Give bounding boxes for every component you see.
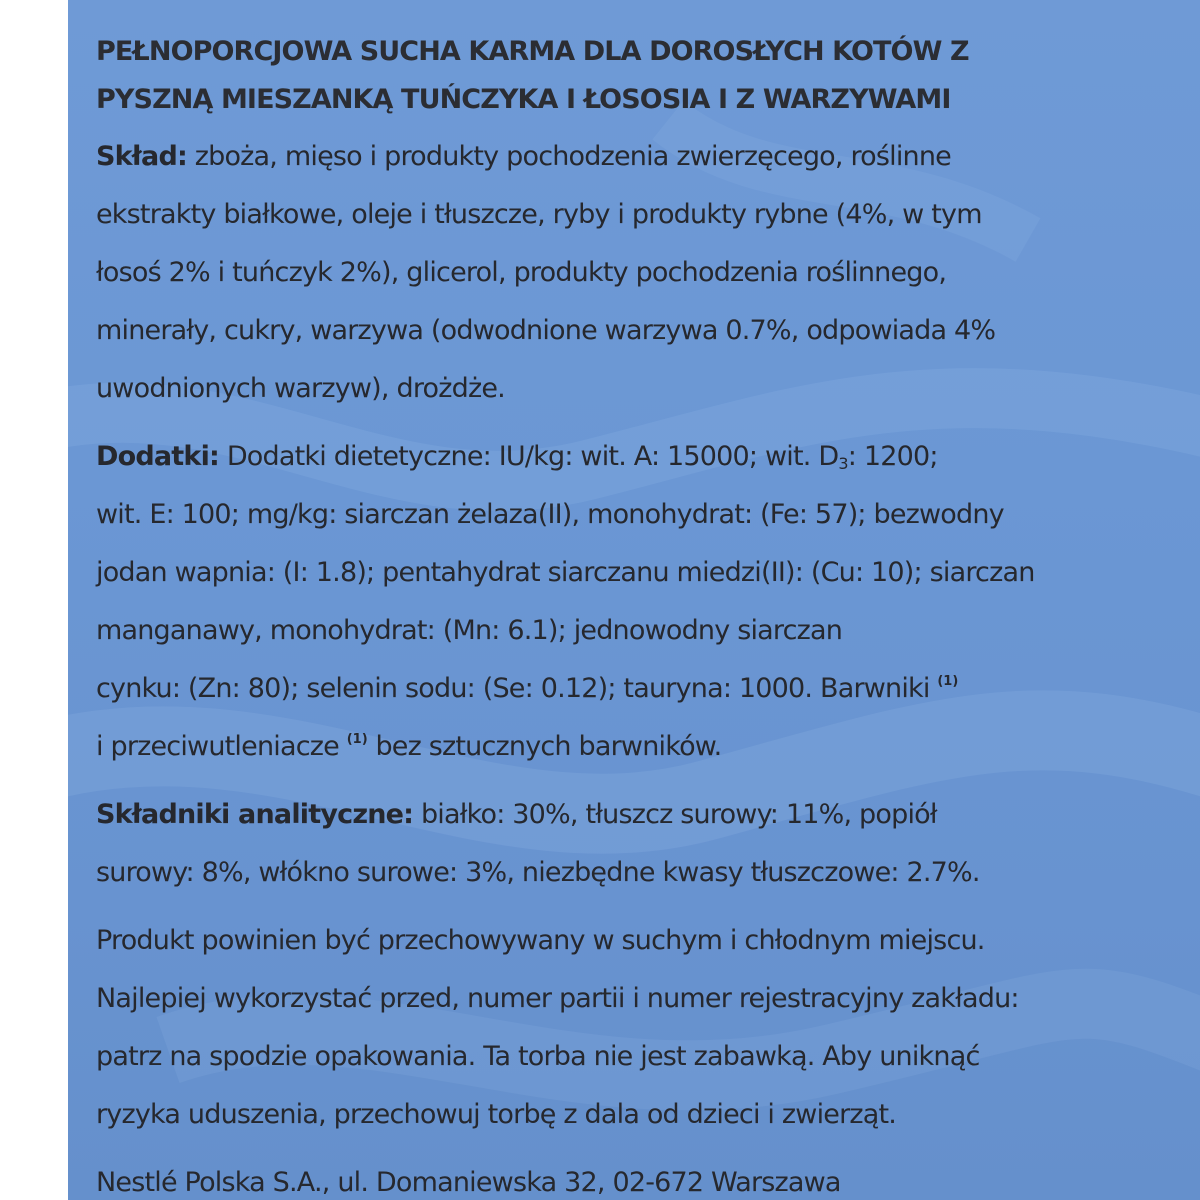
vitamin-d-subscript: 3	[838, 454, 848, 473]
additives-line-2: wit. E: 100; mg/kg: siarczan żelaza(II), monohydrat: (Fe: 57); bezwodny	[96, 499, 1004, 530]
package-label-panel	[68, 0, 1200, 1200]
analytical-line-1	[96, 786, 1186, 844]
composition-line-1	[96, 128, 1186, 186]
manufacturer-section	[96, 1154, 1186, 1200]
storage-line-1: Produkt powinien być przechowywany w suchym i chłodnym miejscu.	[96, 925, 985, 956]
composition-section	[96, 128, 1186, 418]
analytical-line-2: surowy: 8%, włókno surowe: 3%, niezbędne kwasy tłuszczowe: 2.7%.	[96, 857, 980, 888]
headline-line-1: PEŁNOPORCJOWA SUCHA KARMA DLA DOROSŁYCH KOTÓW Z	[96, 36, 969, 67]
additives-text-1a: Dodatki dietetyczne: IU/kg: wit. A: 15000; wit. D	[219, 441, 839, 472]
headline-line-2: PYSZNĄ MIESZANKĄ TUŃCZYKA I ŁOSOSIA I Z WARZYWAMI	[96, 84, 951, 115]
composition-line-2: ekstrakty białkowe, oleje i tłuszcze, ryby i produkty rybne (4%, w tym	[96, 199, 982, 230]
manufacturer-line: Nestlé Polska S.A., ul. Domaniewska 32, 02-672 Warszawa	[96, 1167, 841, 1198]
additives-line-4: manganawy, monohydrat: (Mn: 6.1); jednowodny siarczan	[96, 615, 843, 646]
additives-section	[96, 428, 1186, 776]
composition-label: Skład:	[96, 141, 187, 172]
product-headline	[96, 28, 1186, 124]
additives-line-6: i przeciwutleniacze (1) bez sztucznych barwników.	[96, 731, 722, 762]
additives-line-3: jodan wapnia: (I: 1.8); pentahydrat siarczanu miedzi(II): (Cu: 10); siarczan	[96, 557, 1035, 588]
storage-line-3: patrz na spodzie opakowania. Ta torba nie jest zabawką. Aby uniknąć	[96, 1041, 980, 1072]
storage-line-2: Najlepiej wykorzystać przed, numer partii i numer rejestracyjny zakładu:	[96, 983, 1019, 1014]
analytical-text-1: białko: 30%, tłuszcz surowy: 11%, popiół	[413, 799, 937, 830]
storage-line-4: ryzyka uduszenia, przechowuj torbę z dala od dzieci i zwierząt.	[96, 1099, 897, 1130]
composition-line-4: minerały, cukry, warzywa (odwodnione warzywa 0.7%, odpowiada 4%	[96, 315, 996, 346]
label-text	[96, 28, 1186, 1200]
composition-line-3: łosoś 2% i tuńczyk 2%), glicerol, produkty pochodzenia roślinnego,	[96, 257, 947, 288]
composition-line-5: uwodnionych warzyw), drożdże.	[96, 373, 505, 404]
analytical-section	[96, 786, 1186, 902]
additives-text-5: cynku: (Zn: 80); selenin sodu: (Se: 0.12); tauryna: 1000. Barwniki	[96, 673, 938, 704]
additives-line-5: cynku: (Zn: 80); selenin sodu: (Se: 0.12); tauryna: 1000. Barwniki (1)	[96, 673, 959, 704]
additives-label: Dodatki:	[96, 441, 220, 472]
additives-text-6a: i przeciwutleniacze	[96, 731, 347, 762]
additives-text-1b: : 1200;	[847, 441, 938, 472]
additives-text-6b: bez sztucznych barwników.	[367, 731, 722, 762]
composition-text-1: zboża, mięso i produkty pochodzenia zwierzęcego, roślinne	[186, 141, 951, 172]
additives-line-1	[96, 428, 1186, 486]
storage-section	[96, 912, 1186, 1144]
analytical-label: Składniki analityczne:	[96, 799, 414, 830]
